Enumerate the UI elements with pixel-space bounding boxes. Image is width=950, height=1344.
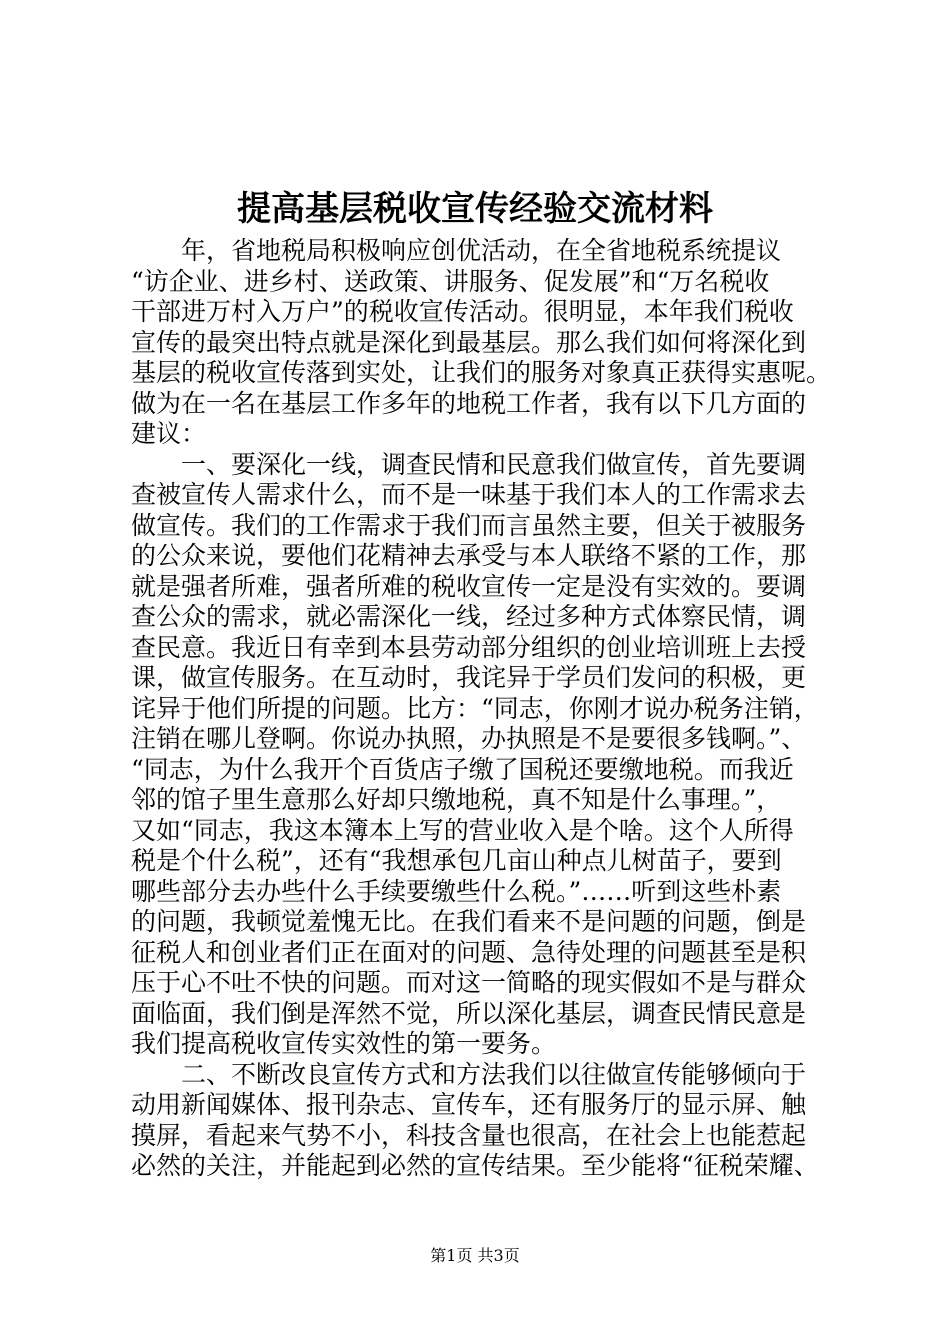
body-line: 宣传的最突出特点就是深化到最基层。那么我们如何将深化到 <box>131 327 807 357</box>
body-line: 做宣传。我们的工作需求于我们而言虽然主要，但关于被服务 <box>131 510 807 540</box>
body-line: 面临面，我们倒是浑然不觉，所以深化基层，调查民情民意是 <box>131 998 807 1028</box>
body-line: 注销在哪儿登啊。你说办执照，办执照是不是要很多钱啊。”、 <box>131 724 807 753</box>
body-line: 哪些部分去办些什么手续要缴些什么税。”……听到这些朴素 <box>131 876 782 906</box>
document-title: 提高基层税收宣传经验交流材料 <box>237 189 713 229</box>
body-line: 邻的馆子里生意那么好却只缴地税，真不知是什么事理。”， <box>131 785 782 814</box>
body-line: 压于心不吐不快的问题。而对这一简略的现实假如不是与群众 <box>131 968 807 997</box>
body-line: 税是个什么税”，还有“我想承包几亩山种点儿树苗子，要到 <box>131 846 782 875</box>
body-line: 查被宣传人需求什么，而不是一味基于我们本人的工作需求去 <box>131 480 807 509</box>
body-line: “访企业、进乡村、送政策、讲服务、促发展”和“万名税收 <box>131 266 770 296</box>
body-line: 干部进万村入万户”的税收宣传活动。很明显，本年我们税收 <box>131 297 794 326</box>
body-line: 二、不断改良宣传方式和方法我们以往做宣传能够倾向于 <box>131 1059 807 1089</box>
body-line: 的公众来说，要他们花精神去承受与本人联络不紧的工作，那 <box>131 541 807 570</box>
body-line: 年，省地税局积极响应创优活动，在全省地税系统提议 <box>131 236 782 265</box>
body-line: 查民意。我近日有幸到本县劳动部分组织的创业培训班上去授 <box>131 632 807 662</box>
body-line: 查公众的需求，就必需深化一线，经过多种方式体察民情，调 <box>131 602 807 631</box>
body-line: 征税人和创业者们正在面对的问题、急待处理的问题甚至是积 <box>131 937 807 967</box>
page-footer: 第1页 共3页 <box>430 1246 520 1265</box>
body-line: 摸屏，看起来气势不小，科技含量也很高，在社会上也能惹起 <box>131 1120 807 1150</box>
document-body <box>131 236 831 1182</box>
body-line: 又如“同志，我这本簿本上写的营业收入是个啥。这个人所得 <box>131 815 794 845</box>
body-line: 建议： <box>131 419 207 448</box>
body-line: 诧异于他们所提的问题。比方：“同志，你刚才说办税务注销， <box>131 693 819 723</box>
body-line: “同志，为什么我开个百货店子缴了国税还要缴地税。而我近 <box>131 754 794 784</box>
body-line: 基层的税收宣传落到实处，让我们的服务对象真正获得实惠呢。 <box>131 358 832 387</box>
body-line: 课，做宣传服务。在互动时，我诧异于学员们发问的积极，更 <box>131 663 807 692</box>
body-line: 做为在一名在基层工作多年的地税工作者，我有以下几方面的 <box>131 388 807 418</box>
body-line: 一、要深化一线，调查民情和民意我们做宣传，首先要调 <box>131 449 807 479</box>
body-line: 就是强者所难，强者所难的税收宣传一定是没有实效的。要调 <box>131 571 807 601</box>
body-line: 我们提高税收宣传实效性的第一要务。 <box>131 1029 557 1058</box>
body-line: 必然的关注，并能起到必然的宣传结果。至少能将“征税荣耀、 <box>131 1151 819 1180</box>
body-line: 的问题，我顿觉羞愧无比。在我们看来不是问题的问题，倒是 <box>131 907 807 936</box>
body-line: 动用新闻媒体、报刊杂志、宣传车，还有服务厅的显示屏、触 <box>131 1090 807 1119</box>
